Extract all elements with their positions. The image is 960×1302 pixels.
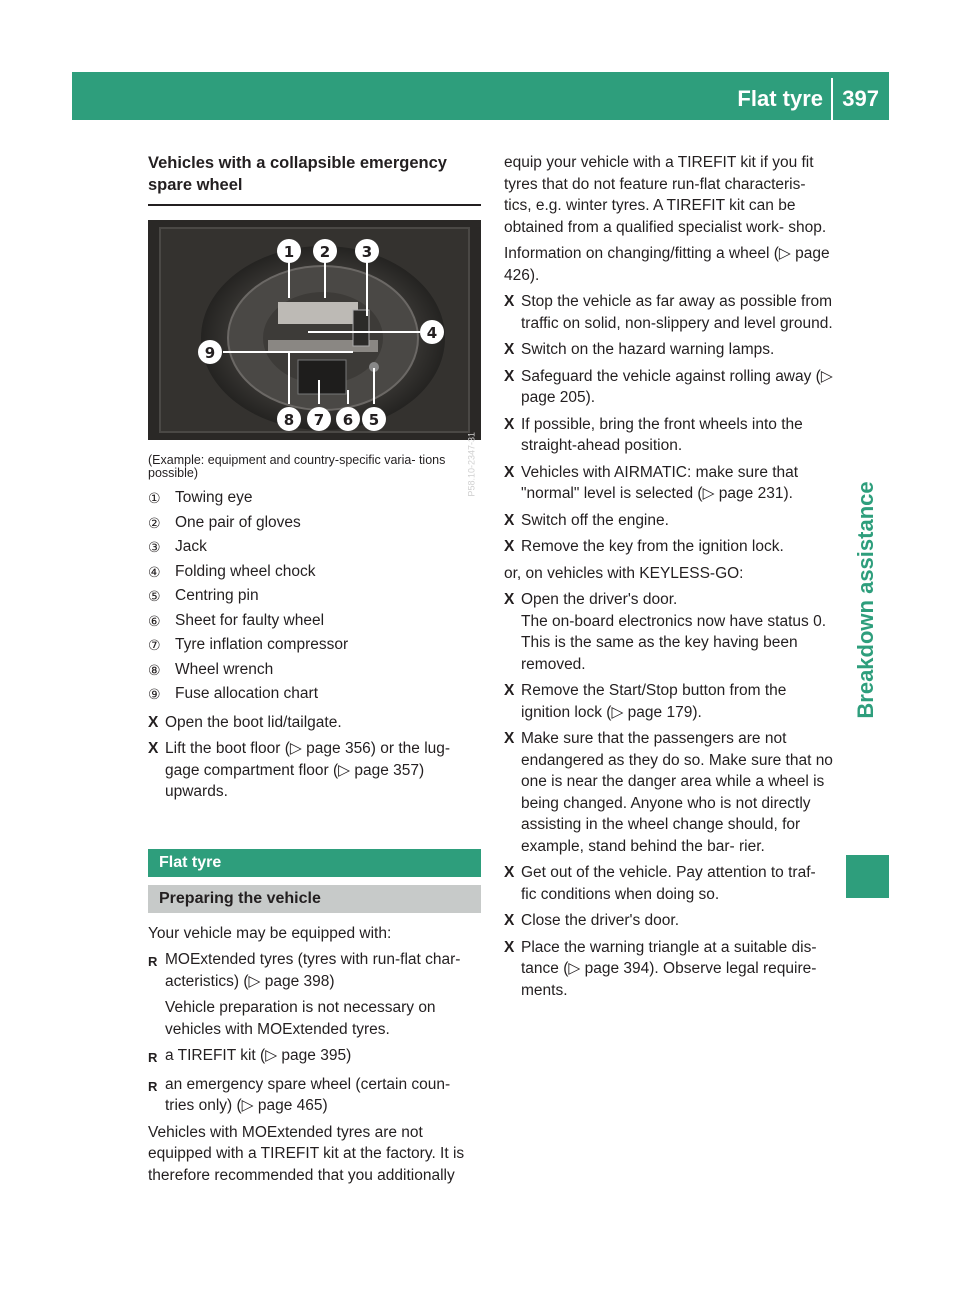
instruction-step: X Close the driver's door.: [504, 912, 680, 929]
side-tab-label: Breakdown assistance: [853, 481, 878, 719]
instruction-step: X Switch on the hazard warning lamps.: [504, 341, 775, 358]
side-tab: [846, 455, 886, 745]
bullet-item: R a TIREFIT kit (▷ page 395): [148, 1047, 352, 1065]
instruction-step: X Open the boot lid/tailgate.: [148, 713, 342, 731]
legend-item: ⑥ Sheet for faulty wheel: [148, 611, 325, 629]
callout-3-label: 3: [361, 243, 373, 261]
left-column: [148, 152, 481, 1186]
instruction-step: X Stop the vehicle as far away as possible from traffic on solid, non-slippery and level ground.: [504, 293, 833, 332]
instruction-step: X Open the driver's door.: [504, 591, 678, 608]
callout-7-label: 7: [313, 411, 325, 429]
callout-6-label: 6: [342, 411, 354, 429]
subsection-banner: Preparing the vehicle: [148, 885, 481, 913]
bullet-item: R an emergency spare wheel (certain coun- tries only) (▷ page 465): [148, 1075, 451, 1114]
legend-item: ② One pair of gloves: [148, 513, 301, 531]
callout-8-label: 8: [283, 411, 295, 429]
page-header: [72, 72, 889, 120]
instruction-step: X Get out of the vehicle. Pay attention to traf- fic conditions when doing so.: [504, 864, 816, 903]
callout-2-label: 2: [319, 243, 331, 261]
legend-item: ④ Folding wheel chock: [148, 562, 316, 580]
bullet-note: Vehicle preparation is not necessary on vehicles with MOExtended tyres.: [165, 999, 436, 1038]
step-note: The on-board electronics now have status 0. This is the same as the key having been removed.: [521, 612, 827, 673]
section-title: Flat tyre: [737, 86, 823, 111]
intro-text: Your vehicle may be equipped with:: [148, 924, 392, 942]
instruction-step: X If possible, bring the front wheels into the straight-ahead position.: [504, 415, 803, 454]
instruction-step: X Safeguard the vehicle against rolling away (▷ page 205).: [504, 367, 833, 406]
instruction-step: X Make sure that the passengers are not endangered as they do so. Make sure that no one is near the danger area while a wheel is being changed. Anyone who is not directly assisting in the wheel change should, for example, stand behind the bar- rier.: [504, 730, 833, 855]
callout-4-label: 4: [426, 324, 438, 342]
closing-text: Vehicles with MOExtended tyres are not equipped with a TIREFIT kit at the factory. It is therefore recommended that you additionally: [148, 1123, 465, 1184]
legend-item: ⑦ Tyre inflation compressor: [148, 636, 349, 653]
section-heading: Vehicles with a collapsible emergency spare wheel: [148, 154, 447, 194]
instruction-step: X Remove the key from the ignition lock.: [504, 538, 784, 555]
callout-1-label: 1: [283, 243, 295, 261]
spare-wheel-illustration: [148, 220, 481, 440]
instruction-step: X Place the warning triangle at a suitable dis- tance (▷ page 394). Observe legal require- ments.: [504, 938, 817, 999]
section-banner: Flat tyre: [148, 849, 481, 877]
instruction-step: X Lift the boot floor (▷ page 356) or the lug- gage compartment floor (▷ page 357) upwards.: [148, 740, 451, 800]
page-number: 397: [842, 86, 879, 111]
instruction-step: X Vehicles with AIRMATIC: make sure that "normal" level is selected (▷ page 231).: [504, 463, 799, 502]
continuation-text: equip your vehicle with a TIREFIT kit if you fit tyres that do not feature run-flat characteris- tics, e.g. winter tyres. A TIREFIT kit can be obtained from a qualified specialist work- shop.: [504, 154, 827, 236]
legend-item: ⑧ Wheel wrench: [148, 660, 274, 678]
bullet-item: R MOExtended tyres (tyres with run-flat char- acteristics) (▷ page 398): [148, 951, 461, 990]
legend-list: [148, 486, 481, 707]
info-text: Information on changing/fitting a wheel (▷ page 426).: [504, 245, 830, 284]
legend-item: ⑤ Centring pin: [148, 587, 259, 604]
heading-rule: [148, 204, 481, 206]
right-column: [504, 152, 834, 1001]
legend-item: ⑨ Fuse allocation chart: [148, 685, 319, 702]
callout-5-label: 5: [368, 411, 380, 429]
figure-caption: (Example: equipment and country-specific varia- tions possible): [148, 453, 446, 480]
keyless-go-note: or, on vehicles with KEYLESS-GO:: [504, 564, 744, 582]
side-tab-marker: [846, 855, 889, 898]
legend-item: ③ Jack: [148, 538, 207, 555]
callout-9-label: 9: [204, 344, 216, 362]
instruction-step: X Switch off the engine.: [504, 511, 669, 529]
legend-item: ① Towing eye: [148, 489, 253, 506]
figure-reference: P58.10-2347-31: [467, 432, 477, 497]
header-divider: [831, 78, 833, 120]
instruction-step: X Remove the Start/Stop button from the ignition lock (▷ page 179).: [504, 682, 787, 721]
